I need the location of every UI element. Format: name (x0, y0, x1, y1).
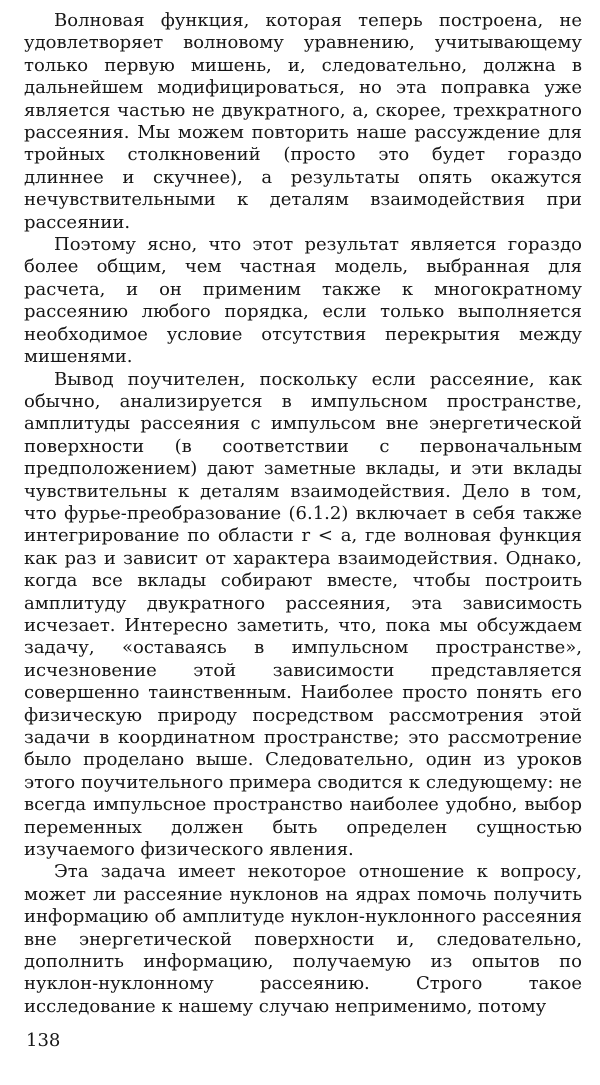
paragraph-2: Поэтому ясно, что этот результат является гораздо более общим, чем частная модель, выбранная для расчета, и он применим также к многократному рассеянию любого порядка, если только выполняется необходимое условие отсутствия перекрытия между мишенями. (24, 234, 582, 368)
paragraph-4: Эта задача имеет некоторое отношение к вопросу, может ли рассеяние нуклонов на ядрах помочь получить информацию об амплитуде нуклон-нуклонного рассеяния вне энергетической поверхности и, следовательно, дополнить информацию, получаемую из опытов по нуклон-нуклонному рассеянию. Строго такое исследование к нашему случаю неприменимо, потому (24, 861, 582, 1017)
page-body (24, 10, 582, 1018)
page-number: 138 (26, 1030, 61, 1051)
paragraph-1: Волновая функция, которая теперь построена, не удовлетворяет волновому уравнению, учитывающему только первую мишень, и, следовательно, должна в дальнейшем модифицироваться, но эта поправка уже является частью не двукратного, а, скорее, трехкратного рассеяния. Мы можем повторить наше рассуждение для тройных столкновений (просто это будет гораздо длиннее и скучнее), а результаты опять окажутся нечувствительными к деталям взаимодействия при рассеянии. (24, 10, 582, 233)
paragraph-3: Вывод поучителен, поскольку если рассеяние, как обычно, анализируется в импульсном пространстве, амплитуды рассеяния с импульсом вне энергетической поверхности (в соответствии с первоначальным предположением) дают заметные вклады, и эти вклады чувствительны к деталям взаимодействия. Дело в том, что фурье-преобразование (6.1.2) включает в себя также интегрирование по области r < a, где волновая функция как раз и зависит от характера взаимодействия. Однако, когда все вклады собирают вместе, чтобы построить амплитуду двукратного рассеяния, эта зависимость исчезает. Интересно заметить, что, пока мы обсуждаем задачу, «оставаясь в импульсном пространстве», исчезновение этой зависимости представляется совершенно таинственным. Наиболее просто понять его физическую природу посредством рассмотрения этой задачи в координатном пространстве; это рассмотрение было проделано выше. Следовательно, один из уроков этого поучительного примера сводится к следующему: не всегда импульсное пространство наиболее удобно, выбор переменных должен быть определен сущностью изучаемого физического явления. (24, 368, 582, 861)
